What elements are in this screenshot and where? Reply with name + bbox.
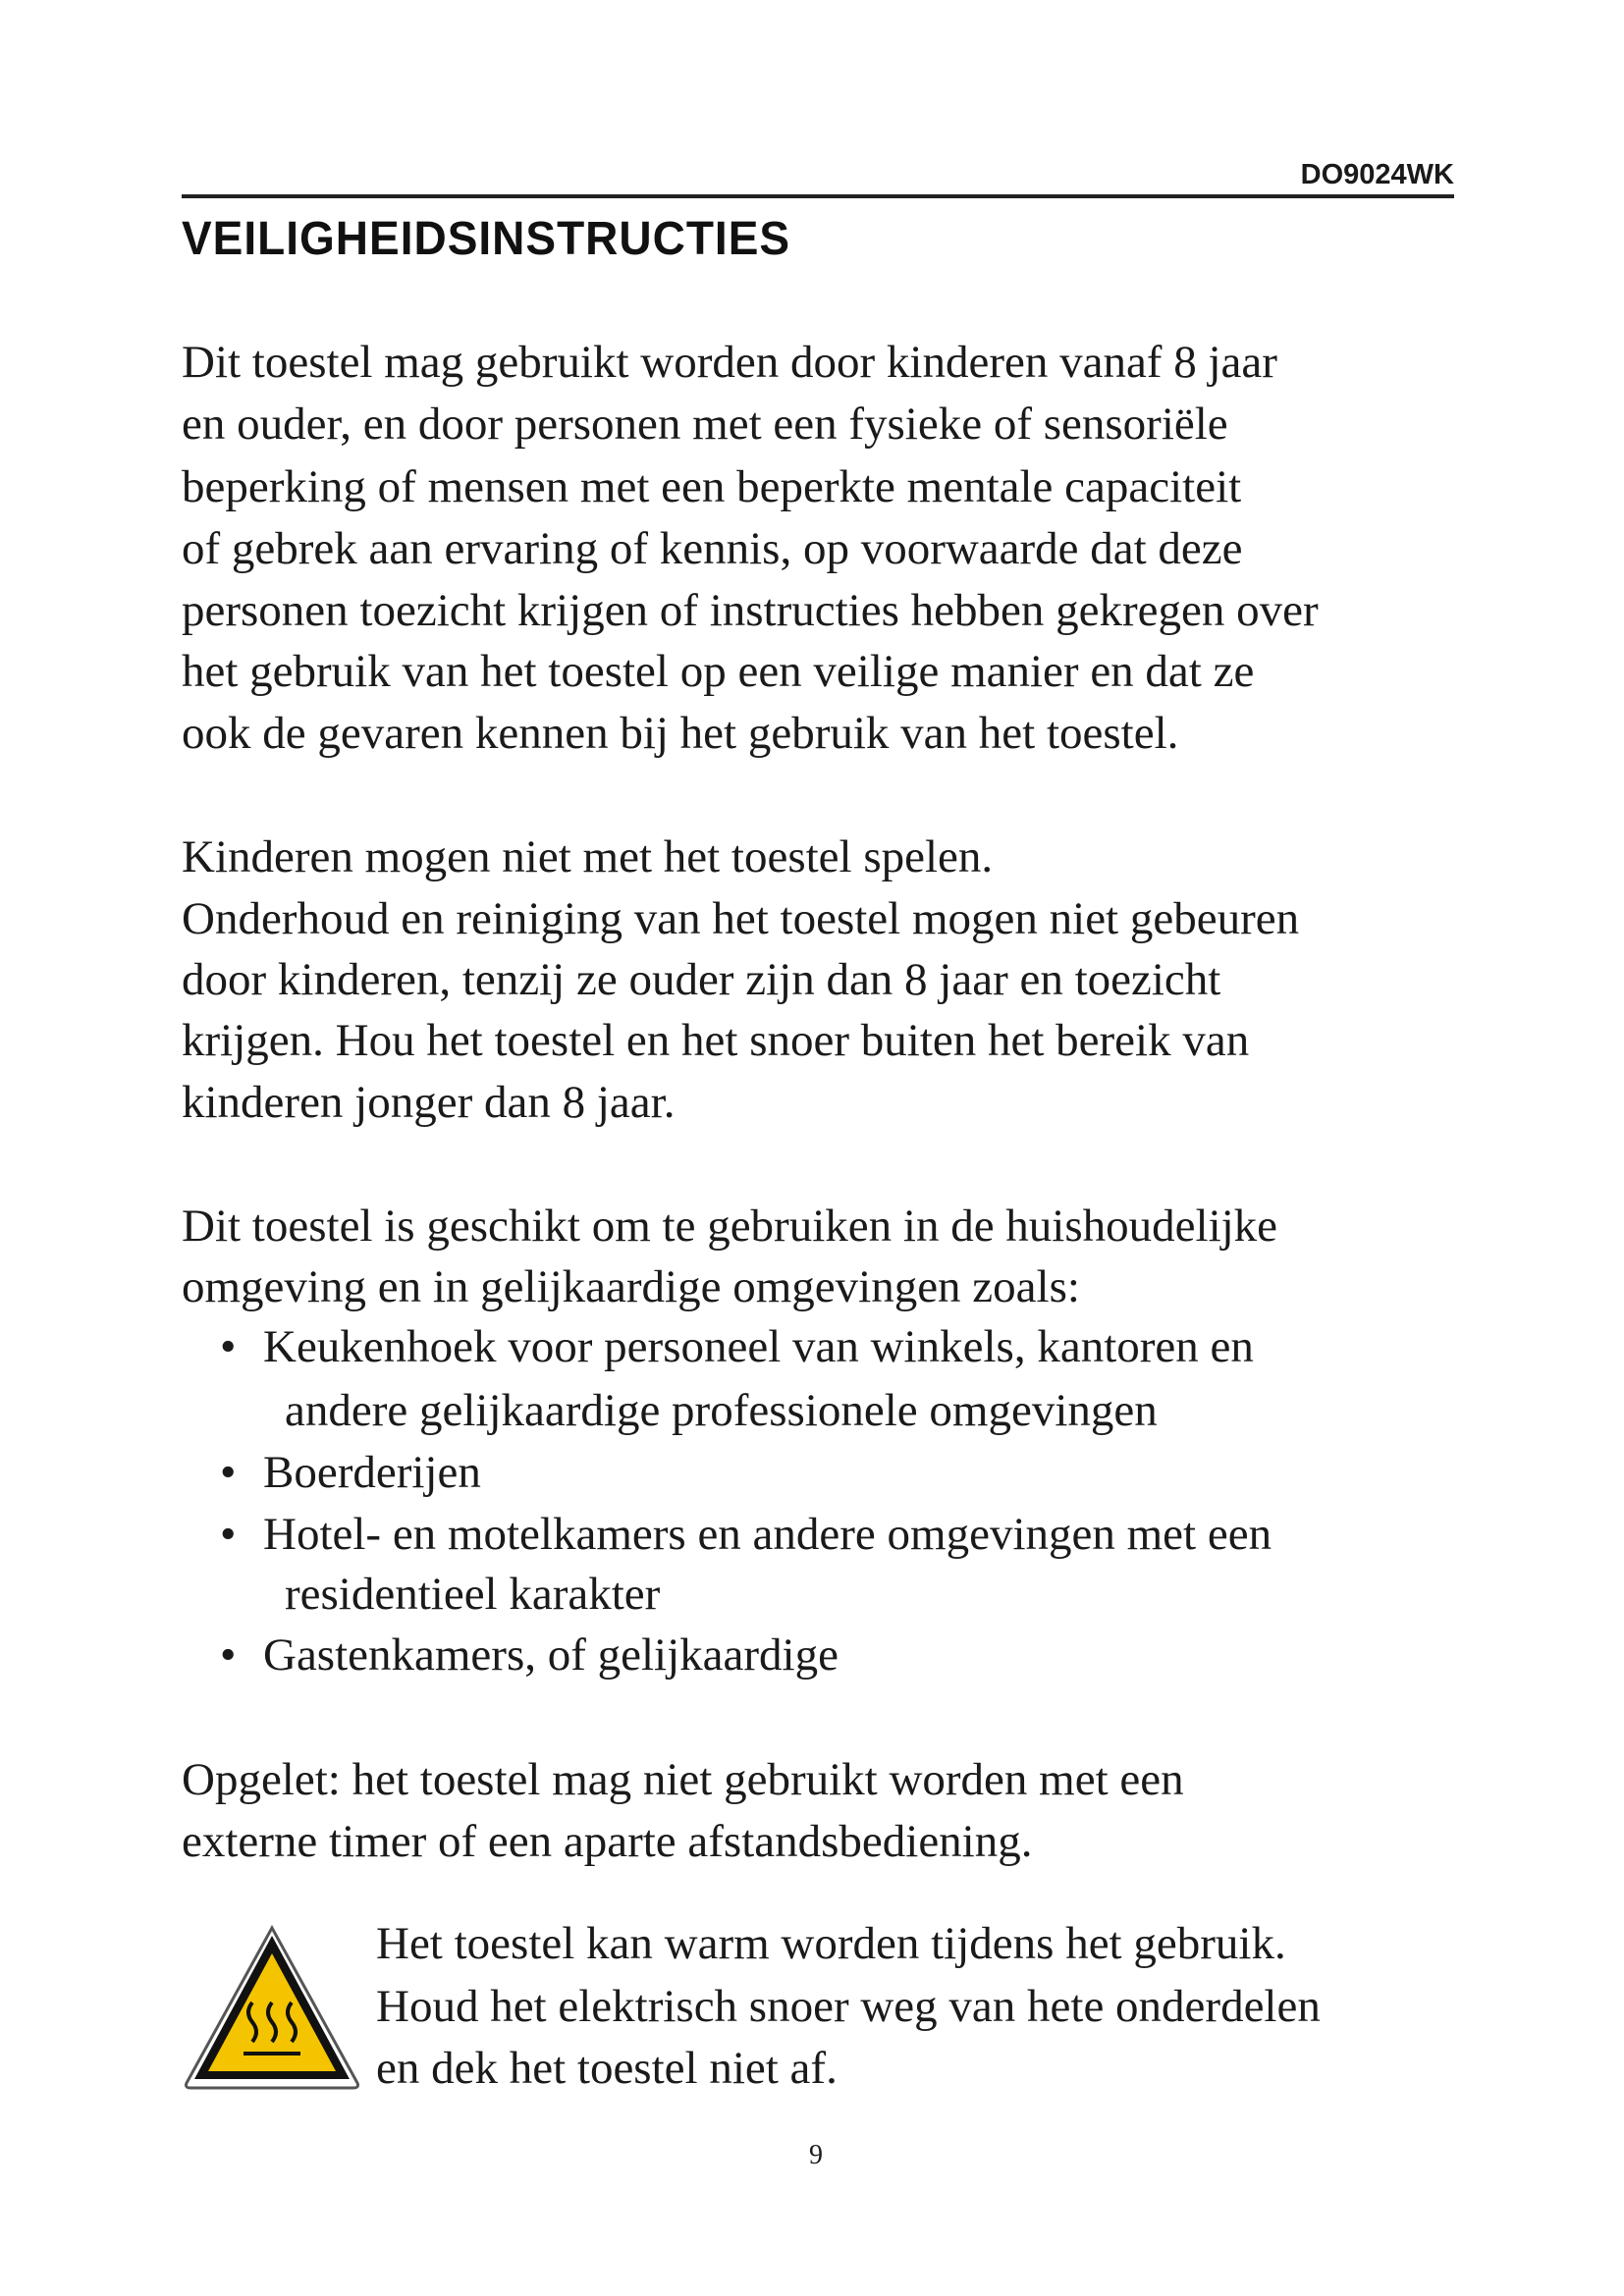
page-title: VEILIGHEIDSINSTRUCTIES (182, 211, 791, 265)
para1-line: het gebruik van het toestel op een veilige manier en dat ze (182, 646, 1255, 697)
para3-line: Dit toestel is geschikt om te gebruiken in de huishoudelijke (182, 1201, 1278, 1252)
para2-line: kinderen jonger dan 8 jaar. (182, 1077, 676, 1128)
para1-line: en ouder, en door personen met een fysieke of sensoriële (182, 399, 1228, 450)
bullet-marker: • (220, 1321, 237, 1372)
para2-line: krijgen. Hou het toestel en het snoer buiten het bereik van (182, 1015, 1250, 1066)
bullet-item: Boerderijen (263, 1447, 481, 1498)
para1-line: Dit toestel mag gebruikt worden door kinderen vanaf 8 jaar (182, 337, 1277, 388)
para2-line: Kinderen mogen niet met het toestel spelen. (182, 831, 994, 882)
bullet-item: Gastenkamers, of gelijkaardige (263, 1629, 839, 1681)
bullet-marker: • (220, 1447, 237, 1498)
warning-line: Houd het elektrisch snoer weg van hete onderdelen (376, 1981, 1321, 2032)
header-rule (182, 194, 1454, 198)
page-number: 9 (809, 2140, 823, 2170)
bullet-marker: • (220, 1509, 237, 1560)
para1-line: ook de gevaren kennen bij het gebruik van het toestel. (182, 708, 1179, 759)
bullet-item: Keukenhoek voor personeel van winkels, kantoren en (263, 1321, 1254, 1372)
bullet-item-continuation: andere gelijkaardige professionele omgevingen (285, 1385, 1158, 1436)
para4-line: externe timer of een aparte afstandsbediening. (182, 1816, 1033, 1867)
para2-line: door kinderen, tenzij ze ouder zijn dan 8 jaar en toezicht (182, 954, 1221, 1005)
para3-line: omgeving en in gelijkaardige omgevingen zoals: (182, 1261, 1080, 1312)
bullet-item: Hotel- en motelkamers en andere omgevingen met een (263, 1509, 1272, 1560)
bullet-item-continuation: residentieel karakter (285, 1569, 661, 1620)
warning-line: en dek het toestel niet af. (376, 2043, 838, 2094)
hot-surface-warning-icon (183, 1924, 361, 2091)
para1-line: personen toezicht krijgen of instructies hebben gekregen over (182, 585, 1319, 636)
para2-line: Onderhoud en reiniging van het toestel mogen niet gebeuren (182, 893, 1300, 944)
para1-line: beperking of mensen met een beperkte mentale capaciteit (182, 461, 1242, 512)
model-number: DO9024WK (1300, 159, 1454, 190)
para4-line: Opgelet: het toestel mag niet gebruikt worden met een (182, 1754, 1184, 1805)
para1-line: of gebrek aan ervaring of kennis, op voorwaarde dat deze (182, 523, 1243, 574)
bullet-marker: • (220, 1629, 237, 1681)
warning-line: Het toestel kan warm worden tijdens het gebruik. (376, 1918, 1286, 1969)
